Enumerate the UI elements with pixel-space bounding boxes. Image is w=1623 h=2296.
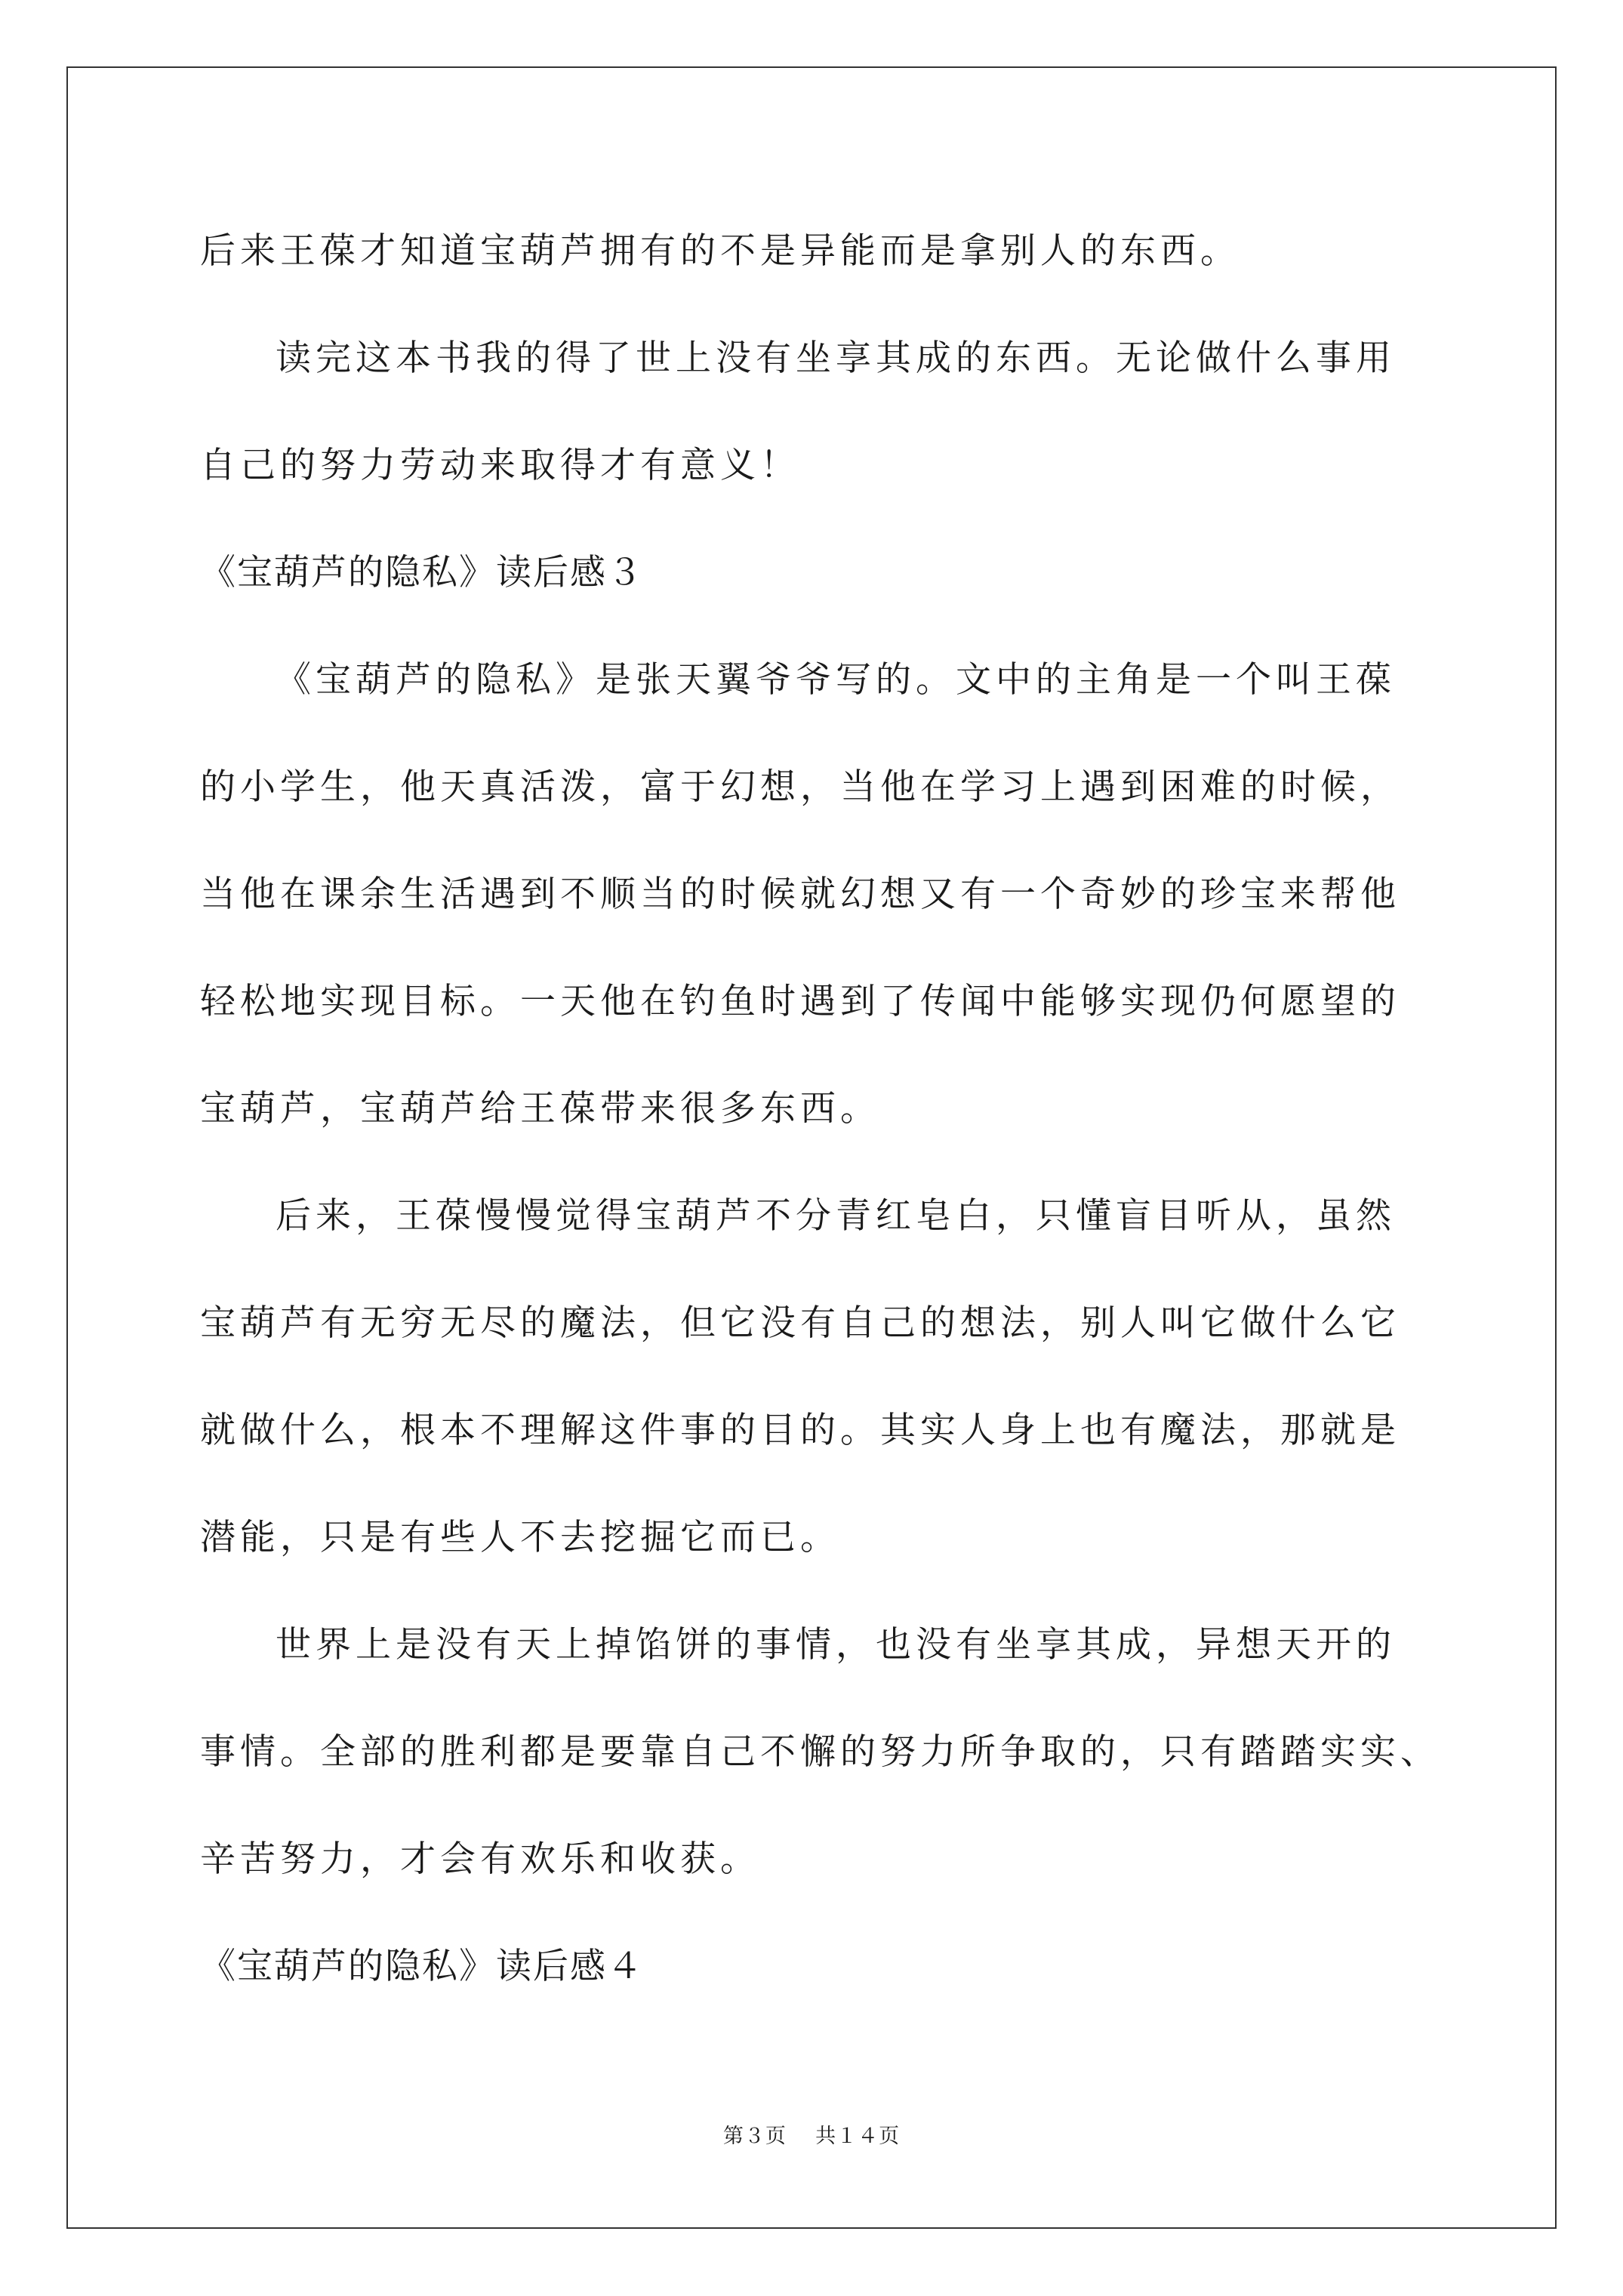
paragraph-line: 辛苦努力，才会有欢乐和收获。	[200, 1838, 760, 1880]
paragraph-line: 就做什么，根本不理解这件事的目的。其实人身上也有魔法，那就是	[200, 1410, 1400, 1451]
paragraph-line: 宝葫芦，宝葫芦给王葆带来很多东西。	[200, 1088, 880, 1130]
section-heading: 《宝葫芦的隐私》读后感４	[200, 1946, 644, 1987]
paragraph-line: 自己的努力劳动来取得才有意义！	[200, 445, 800, 486]
page-frame	[66, 66, 1557, 2229]
section-heading: 《宝葫芦的隐私》读后感３	[200, 552, 644, 593]
paragraph-line: 潜能，只是有些人不去挖掘它而已。	[200, 1517, 840, 1558]
paragraph-line: 世界上是没有天上掉馅饼的事情，也没有坐享其成，异想天开的	[276, 1624, 1396, 1666]
page-total: 共１４页	[815, 2125, 901, 2148]
paragraph-line: 事情。全部的胜利都是要靠自己不懈的努力所争取的，只有踏踏实实、	[200, 1731, 1440, 1773]
paragraph-line: 后来，王葆慢慢觉得宝葫芦不分青红皂白，只懂盲目听从，虽然	[276, 1195, 1396, 1237]
paragraph-line: 轻松地实现目标。一天他在钓鱼时遇到了传闻中能够实现仍何愿望的	[200, 981, 1400, 1022]
paragraph-line: 的小学生，他天真活泼，富于幻想，当他在学习上遇到困难的时候，	[200, 766, 1400, 808]
paragraph-line: 后来王葆才知道宝葫芦拥有的不是异能而是拿别人的东西。	[200, 230, 1240, 272]
paragraph-line: 《宝葫芦的隐私》是张天翼爷爷写的。文中的主角是一个叫王葆	[276, 659, 1396, 701]
paragraph-line: 宝葫芦有无穷无尽的魔法，但它没有自己的想法，别人叫它做什么它	[200, 1302, 1400, 1344]
page-number: 第３页	[722, 2125, 787, 2148]
paragraph-line: 当他在课余生活遇到不顺当的时候就幻想又有一个奇妙的珍宝来帮他	[200, 874, 1400, 915]
page-footer	[0, 2123, 1623, 2150]
paragraph-line: 读完这本书我的得了世上没有坐享其成的东西。无论做什么事用	[276, 337, 1396, 379]
